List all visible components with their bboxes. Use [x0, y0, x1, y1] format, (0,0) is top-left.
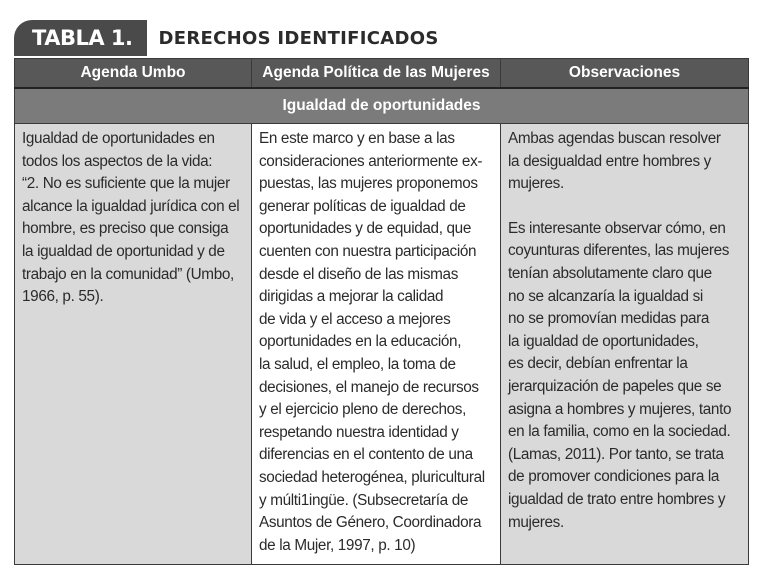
cell-agenda-umbo	[15, 124, 252, 565]
section-row	[15, 88, 749, 124]
cell-agenda-politica	[252, 124, 501, 565]
table-heading: DERECHOS IDENTIFICADOS	[158, 27, 439, 49]
cell-agenda-umbo-text: Igualdad de oportunidades en todos los aspectos de la vida: “2. No es suficiente que la mujer alcance la igualdad jurídica con el hombre, es preciso que consiga la igualdad de oportunidad y de trabajo en la comunidad” (Umbo, 1966, p. 55).	[22, 130, 240, 306]
cell-observaciones-p1: Ambas agendas buscan resolver la desigualdad entre hombres y mujeres.	[508, 130, 721, 193]
section-title: Igualdad de oportunidades	[15, 88, 749, 124]
header-agenda-politica: Agenda Política de las Mujeres	[252, 59, 501, 89]
table-title	[14, 20, 439, 56]
cell-observaciones	[501, 124, 749, 565]
cell-agenda-politica-text: En este marco y en base a las consideraciones anteriormente ex- puestas, las mujeres proponemos generar políticas de igualdad de oportunidades y de equidad, que cuenten con nuestra participación desde el diseño de las mismas dirigidas a mejorar la calidad de vida y el acceso a mejores oportunidades en la educación, la salud, el empleo, la toma de decisiones, el manejo de recursos y el ejercicio pleno de derechos, respetando nuestra identidad y diferencias en el contento de una sociedad heterogénea, pluricultural y múlti1ingüe. (Subsecretaría de Asuntos de Género, Coordinadora de la Mujer, 1997, p. 10)	[259, 130, 485, 554]
header-agenda-umbo: Agenda Umbo	[15, 59, 252, 89]
header-row	[15, 59, 749, 89]
header-observaciones: Observaciones	[501, 59, 749, 89]
table-number-tag: TABLA 1.	[14, 20, 147, 56]
table-row	[15, 124, 749, 565]
rights-table	[14, 58, 749, 565]
cell-observaciones-p2: Es interesante observar cómo, en coyunturas diferentes, las mujeres tenían absolutamente claro que no se alcanzaría la igualdad si no se promovían medidas para la igualdad de oportunidades, es decir, debían enfrentar la jerarquización de papeles que se asigna a hombres y mujeres, tanto en la familia, como en la sociedad. (Lamas, 2011). Por tanto, se trata de promover condiciones para la igualdad de trato entre hombres y mujeres.	[508, 219, 732, 531]
